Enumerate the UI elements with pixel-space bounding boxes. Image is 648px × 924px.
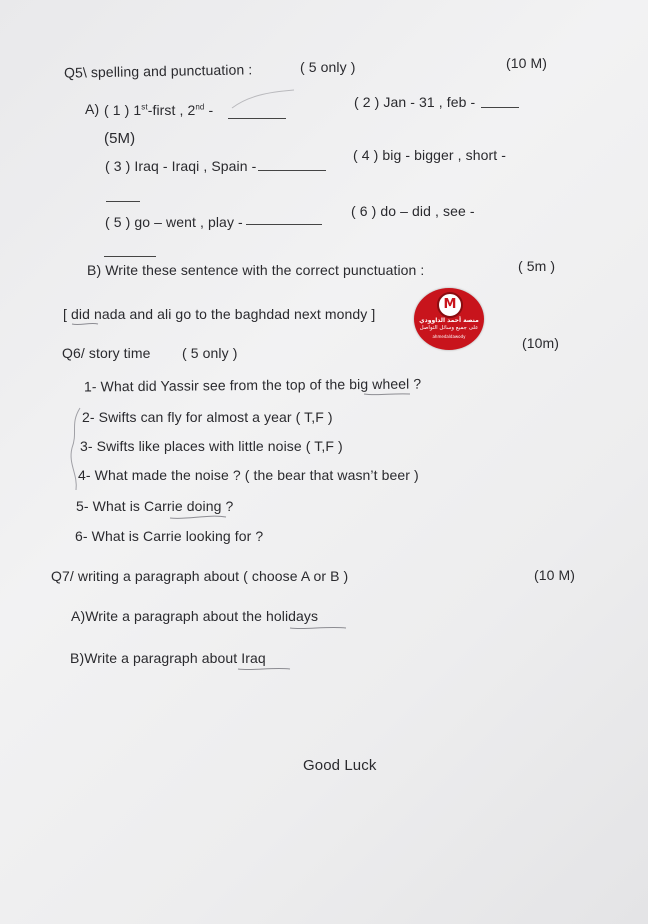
q6-question-1: 1- What did Yassir see from the top of the big wheel ? [83,375,422,395]
q6-question-5: 5- What is Carrie doing ? [76,498,234,514]
answer-blank-6 [104,256,156,257]
pencil-underline [168,512,228,522]
q5-part-b-instruction: B) Write these sentence with the correct punctuation : [87,262,425,278]
q5-marks: (10 M) [506,55,548,71]
q6-question-6: 6- What is Carrie looking for ? [75,528,264,544]
q7-option-a: A)Write a paragraph about the holidays [71,608,319,624]
logo-m-icon: M [437,292,463,318]
answer-blank-5 [246,224,322,225]
answer-blank-3 [258,170,326,171]
q5-item-3: ( 3 ) Iraq - Iraqi , Spain - [105,158,257,174]
logo-handle: ahmedaldawody [432,334,466,339]
watermark-logo [414,288,484,350]
q5-item-5: ( 5 ) go – went , play - [105,214,243,230]
q5-sub-marks: (5M) [104,130,136,147]
q5-item-1: ( 1 ) 1st-first , 2nd - [104,102,214,118]
q6-question-3: 3- Swifts like places with little noise ( T,F ) [80,438,343,454]
q6-question-2: 2- Swifts can fly for almost a year ( T,F ) [82,409,333,425]
pencil-underline [70,320,100,328]
pencil-underline [362,390,412,398]
pencil-bracket [66,404,86,494]
q5-part-a-label: A) [85,101,100,117]
answer-blank-1 [228,118,286,119]
q7-marks: (10 M) [534,567,576,583]
q5-part-b-sentence: [ did nada and ali go to the baghdad next mondy ] [63,306,376,322]
logo-line-1: منصة أحمد الداوودي [419,317,479,324]
q5-part-b-marks: ( 5m ) [518,258,556,274]
logo-line-2: على جميع وسائل التواصل [419,325,479,331]
q6-title: Q6/ story time [62,345,151,361]
q5-item-4: ( 4 ) big - bigger , short - [353,147,506,163]
q6-marks: (10m) [522,335,560,351]
q6-only: ( 5 only ) [182,345,238,361]
answer-blank-4 [106,201,140,202]
q6-question-4: 4- What made the noise ? ( the bear that wasn’t beer ) [78,467,419,483]
pencil-underline [288,624,348,632]
pencil-underline [236,665,292,673]
q7-title: Q7/ writing a paragraph about ( choose A or B ) [51,568,349,584]
closing-good-luck: Good Luck [303,757,377,774]
pencil-scribble [228,86,298,114]
q5-only: ( 5 only ) [300,59,356,75]
q5-title: Q5\ spelling and punctuation : [63,61,253,81]
q7-option-b: B)Write a paragraph about Iraq [70,650,266,666]
q5-item-6: ( 6 ) do – did , see - [351,203,475,219]
answer-blank-2 [481,107,519,108]
q5-item-2: ( 2 ) Jan - 31 , feb - [354,94,476,110]
